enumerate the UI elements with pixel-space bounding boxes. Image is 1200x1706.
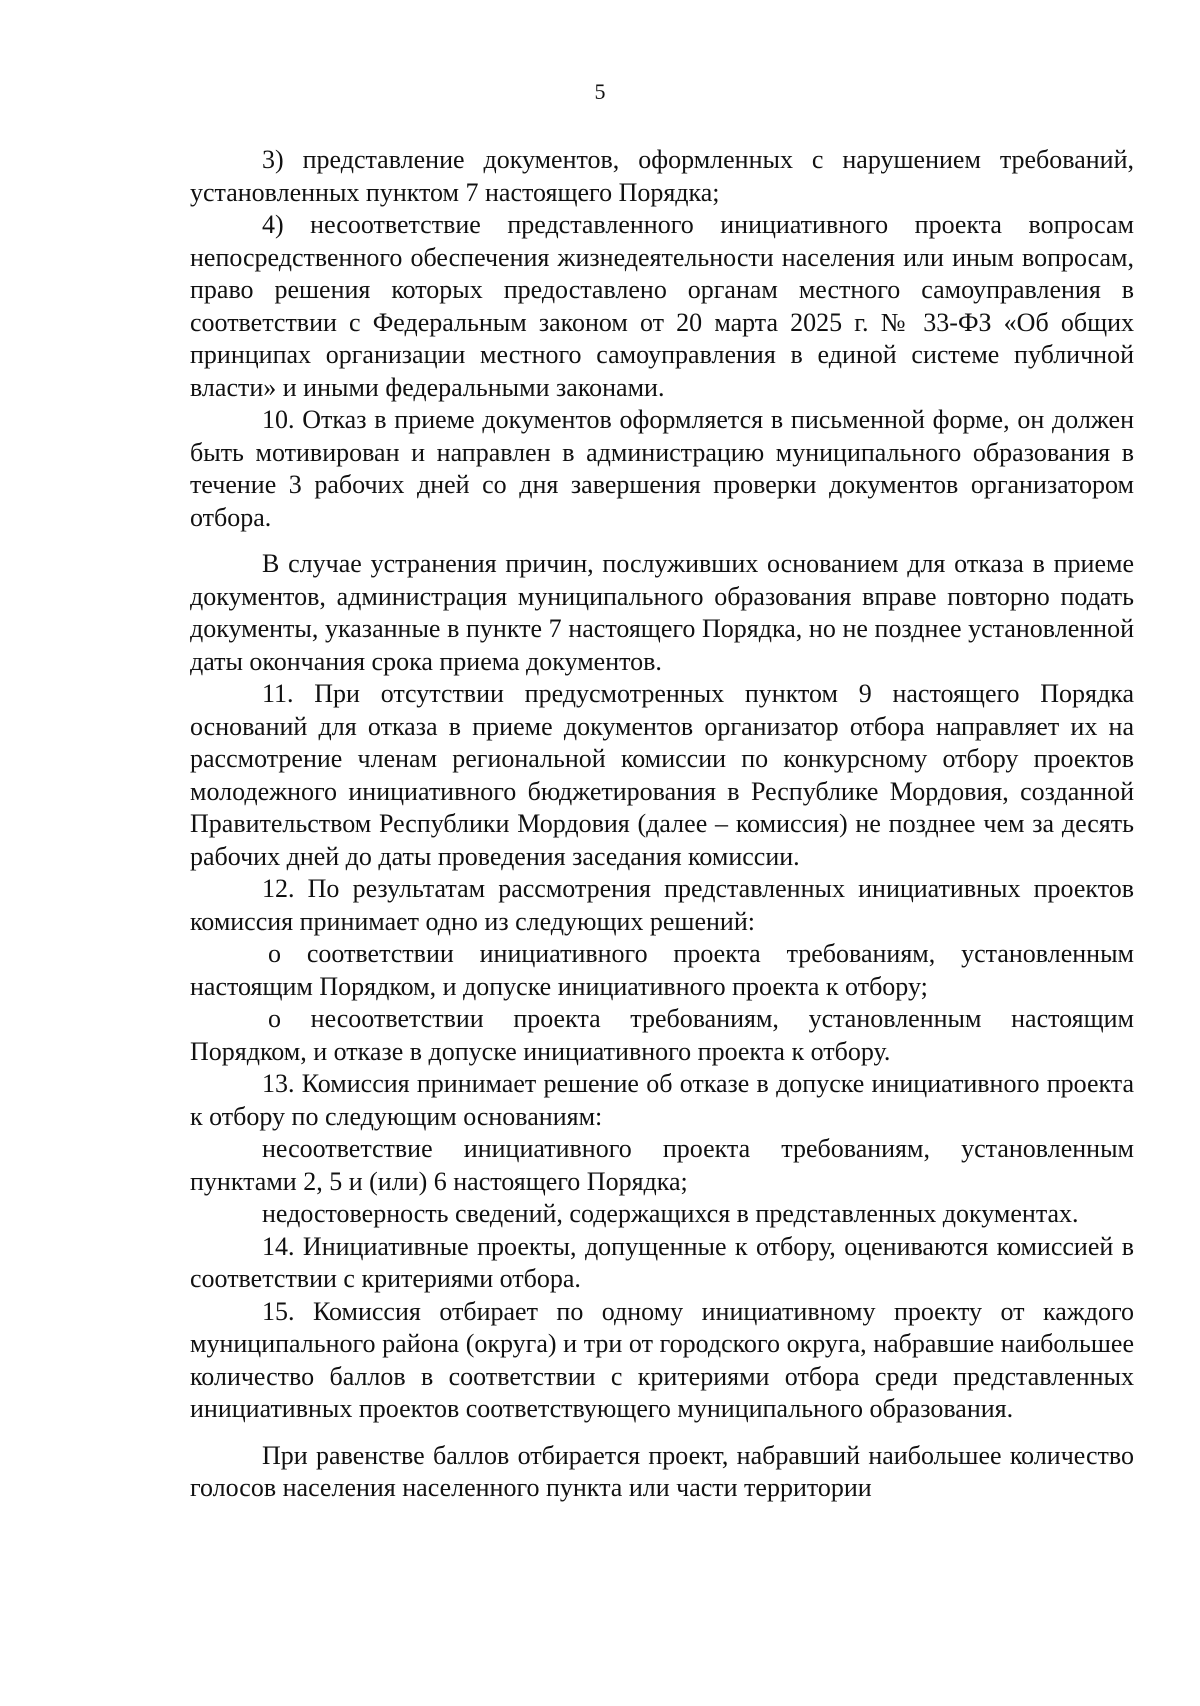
- page-number: 5: [594, 79, 606, 104]
- paragraph-ground-noncompliance: несоответствие инициативного проекта требованиям, установленным пунктами 2, 5 и (или) 6 настоящего Порядка;: [190, 1134, 1134, 1196]
- paragraph-clause-11: 11. При отсутствии предусмотренных пунктом 9 настоящего Порядка оснований для отказа в приеме документов организатор отбора направляет их на рассмотрение членам региональной комиссии по конкурсному отбору проектов молодежного инициативного бюджетирования в Республике Мордовия, созданной Правительством Республики Мордовия (далее – комиссия) не позднее чем за десять рабочих дней до даты проведения заседания комиссии.: [190, 679, 1134, 871]
- paragraph-clause-12: 12. По результатам рассмотрения представленных инициативных проектов комиссия принимает одно из следующих решений:: [190, 874, 1134, 936]
- paragraph-ground-unreliable: недостоверность сведений, содержащихся в представленных документах.: [262, 1199, 1079, 1228]
- paragraph-resubmission: В случае устранения причин, послуживших основанием для отказа в приеме документов, администрация муниципального образования вправе повторно подать документы, указанные в пункте 7 настоящего Порядка, но не позднее установленной даты окончания срока приема документов.: [190, 549, 1134, 676]
- paragraph-item-3: 3) представление документов, оформленных с нарушением требований, установленных пунктом 7 настоящего Порядка;: [190, 145, 1134, 207]
- document-body: [190, 144, 1134, 1505]
- paragraph-clause-13: 13. Комиссия принимает решение об отказе в допуске инициативного проекта к отбору по следующим основаниям:: [190, 1069, 1134, 1131]
- paragraph-clause-14: 14. Инициативные проекты, допущенные к отбору, оцениваются комиссией в соответствии с критериями отбора.: [190, 1231, 1134, 1293]
- paragraph-decision-noncompliance: о несоответствии проекта требованиям, установленным настоящим Порядком, и отказе в допуске инициативного проекта к отбору.: [190, 1004, 1134, 1066]
- paragraph-tie-break: При равенстве баллов отбирается проект, набравший наибольшее количество голосов населения населенного пункта или части территории: [190, 1440, 1134, 1502]
- paragraph-decision-compliance: о соответствии инициативного проекта требованиям, установленным настоящим Порядком, и допуске инициативного проекта к отбору;: [190, 939, 1134, 1001]
- paragraph-clause-10: 10. Отказ в приеме документов оформляется в письменной форме, он должен быть мотивирован и направлен в администрацию муниципального образования в течение 3 рабочих дней со дня завершения проверки документов организатором отбора.: [190, 405, 1134, 532]
- paragraph-clause-15: 15. Комиссия отбирает по одному инициативному проекту от каждого муниципального района (округа) и три от городского округа, набравшие наибольшее количество баллов в соответствии с критериями отбора среди представленных инициативных проектов соответствующего муниципального образования.: [190, 1296, 1134, 1423]
- paragraph-item-4: 4) несоответствие представленного инициативного проекта вопросам непосредственного обеспечения жизнедеятельности населения или иным вопросам, право решения которых предоставлено органам местного самоуправления в соответствии с Федеральным законом от 20 марта 2025 г. № 33-ФЗ «Об общих принципах организации местного самоуправления в единой системе публичной власти» и иными федеральными законами.: [190, 210, 1134, 402]
